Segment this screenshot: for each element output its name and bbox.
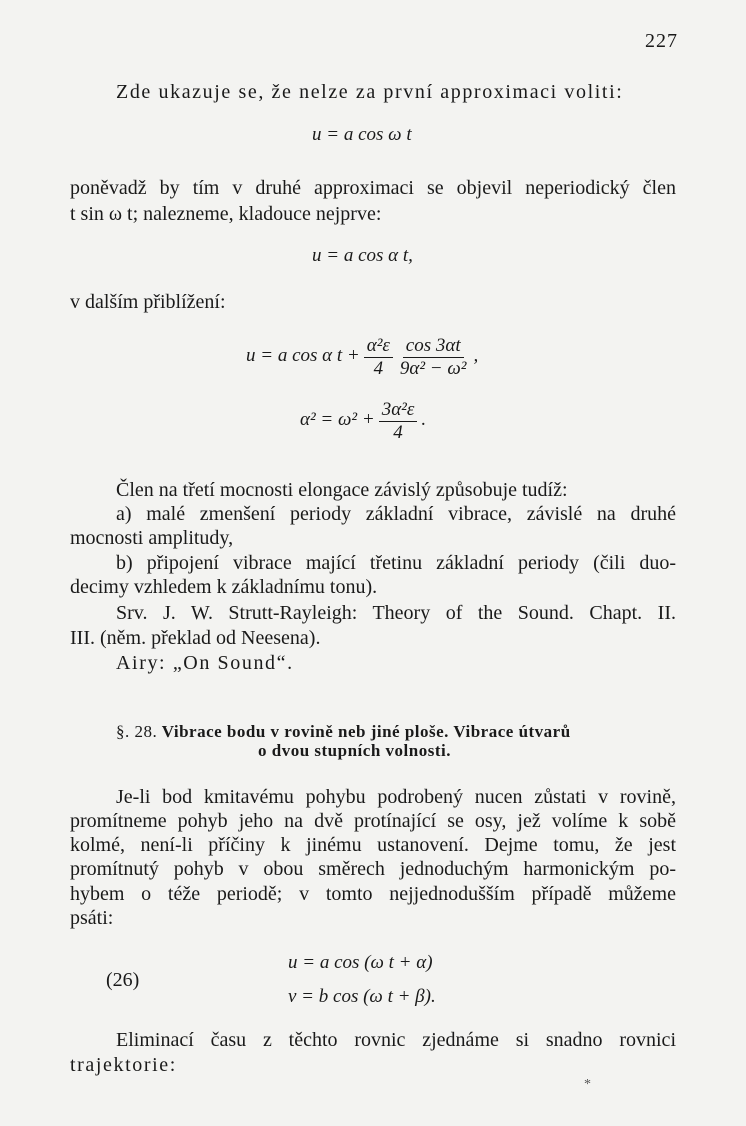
text-line: Zde ukazuje se, že nelze za první approximaci voliti: [116,81,624,103]
section-title: Vibrace bodu v rovině neb jiné ploše. Vibrace útvarů [161,722,571,741]
equation-punct: . [421,409,427,431]
text-line: mocnosti amplitudy, [70,527,234,549]
page-number: 227 [645,30,678,52]
equation: u = a cos ω t [312,124,412,145]
equation-display [300,400,426,443]
text-line: promítneme pohyb jeho na dvě protínající se osy, jež volíme k sobě [70,810,676,832]
numerator: cos 3αt [403,336,464,358]
numerator: 3α²ε [379,400,418,422]
numerator: α²ε [364,336,393,358]
text-line: v dalším přiblížení: [70,291,226,313]
equation-label: (26) [106,969,140,991]
denominator: 4 [393,422,403,443]
text-line: psáti: [70,907,114,929]
text-line: poněvadž by tím v druhé approximaci se objevil neperiodický člen [70,177,676,199]
text-line: Airy: „On Sound“. [116,652,294,674]
section-number: §. 28. [116,722,158,741]
equation-lhs: u = a cos α t + [246,345,360,367]
text-line: decimy vzhledem k základnímu tonu). [70,576,378,598]
text-line: Eliminací času z těchto rovnic zjednáme si snadno rovnici [116,1029,676,1051]
footer-mark: * [584,1077,591,1092]
fraction [364,336,393,379]
section-title-cont: o dvou stupních volnosti. [258,741,451,760]
equation: u = a cos (ω t + α) [288,952,433,973]
equation-punct: , [473,345,479,367]
text-line: promítnutý pohyb v obou směrech jednoduchým harmonickým po- [70,858,676,880]
text-line: b) připojení vibrace mající třetinu základní periody (čili duo- [116,552,676,574]
denominator: 4 [373,358,384,379]
text-line: kolmé, není-li příčiny k jinému ustanovení. Dejme tomu, že jest [70,834,676,856]
text-line: Člen na třetí mocnosti elongace závislý způsobuje tudíž: [116,479,568,501]
text-line: t sin ω t; nalezneme, kladouce nejprve: [70,203,382,225]
text-line: Je-li bod kmitavému pohybu podrobený nucen zůstati v rovině, [116,786,676,808]
section-heading [116,722,571,742]
denominator: 9α² − ω² [399,358,467,379]
equation-lhs: α² = ω² + [300,409,375,431]
fraction [379,400,418,443]
equation: u = a cos α t, [312,245,413,266]
text-line: a) malé zmenšení periody základní vibrace, závislé na druhé [116,503,676,525]
text-line: hybem o téže periodě; v tomto nejjednodušším případě můžeme [70,883,676,905]
text-line: trajektorie: [70,1054,177,1076]
text-line: Srv. J. W. Strutt-Rayleigh: Theory of the Sound. Chapt. II. [116,602,676,624]
equation-display [246,336,478,379]
text-line: III. (něm. překlad od Neesena). [70,627,321,649]
equation: v = b cos (ω t + β). [288,986,436,1007]
fraction [397,336,470,379]
